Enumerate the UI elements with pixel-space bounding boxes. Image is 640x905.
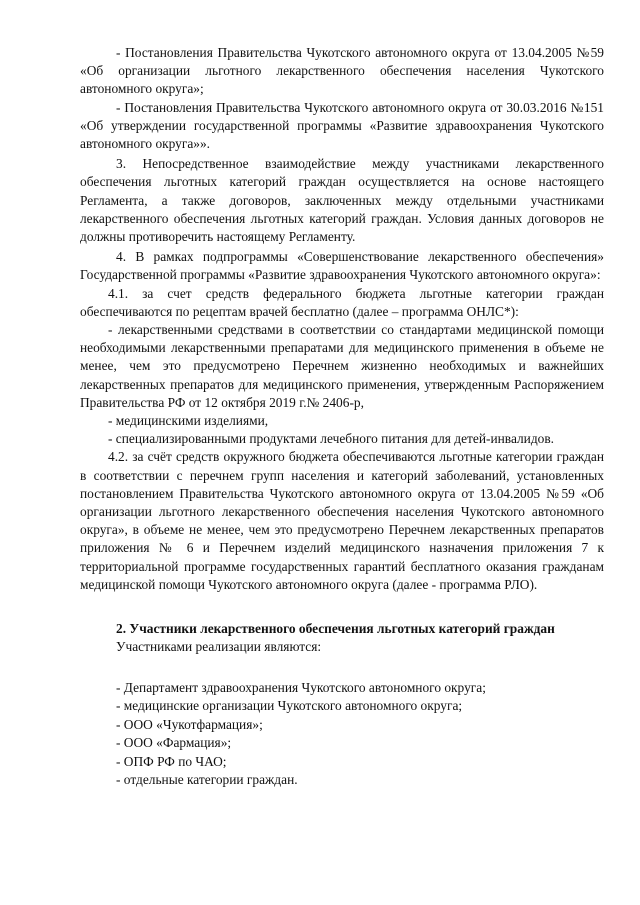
list-item: - Департамент здравоохранения Чукотского автономного округа; (116, 679, 486, 695)
paragraph-clause-4-2: 4.2. за счёт средств окружного бюджета обеспечиваются льготные категории граждан в соответствии с перечнем групп населения и категорий заболеваний, установленных постановлением Правительства Чукотского автономного округа от 13.04.2005 №59 «Об организации льготного лекарственного обеспечения населения Чукотского автономного округа», в объеме не менее, чем это предусмотрено Перечнем лекарственных препаратов приложения № 6 и Перечнем изделий медицинского назначения приложения 7 к территориальной программе государственных гарантий бесплатного оказания гражданам медицинской помощи Чукотского автономного округа (далее - программа РЛО). (80, 449, 604, 592)
paragraph-clause-4: 4. В рамках подпрограммы «Совершенствование лекарственного обеспечения» Государственной программы «Развитие здравоохранения Чукотского автономного округа»: (80, 249, 604, 283)
participants-list (116, 679, 604, 791)
paragraph-clause-3: 3. Непосредственное взаимодействие между участниками лекарственного обеспечения льготных категорий граждан осуществляется на основе настоящего Регламента, а также договоров, заключенных между отдельными участниками лекарственного обеспечения льготных категорий граждан. Условия данных договоров не должны противоречить настоящему Регламенту. (80, 156, 604, 245)
list-item: - отдельные категории граждан. (116, 772, 298, 788)
section-2-heading: 2. Участники лекарственного обеспечения льготных категорий граждан (116, 621, 555, 637)
paragraph-medical-devices: - медицинскими изделиями, (108, 413, 269, 429)
list-item: - ООО «Чукотфармация»; (116, 716, 263, 732)
list-item: - медицинские организации Чукотского автономного округа; (116, 698, 463, 714)
paragraph-special-nutrition: - специализированными продуктами лечебного питания для детей-инвалидов. (108, 431, 555, 447)
list-item: - ОПФ РФ по ЧАО; (116, 753, 227, 769)
list-item: - ООО «Фармация»; (116, 735, 232, 751)
paragraph-decree-59: - Постановления Правительства Чукотского автономного округа от 13.04.2005 №59 «Об организации льготного лекарственного обеспечения населения Чукотского автономного округа»; (80, 45, 604, 97)
paragraph-clause-4-1: 4.1. за счет средств федерального бюджета льготные категории граждан обеспечиваются по рецептам врачей бесплатно (далее – программа ОНЛС*): (80, 285, 604, 319)
section-2-intro: Участниками реализации являются: (116, 639, 322, 655)
paragraph-decree-151: - Постановления Правительства Чукотского автономного округа от 30.03.2016 №151 «Об утверждении государственной программы «Развитие здравоохранения Чукотского автономного округа»». (80, 99, 604, 152)
paragraph-medicines: - лекарственными средствами в соответствии со стандартами медицинской помощи необходимыми лекарственными препаратами для медицинского применения в объеме не менее, чем это предусмотрено Перечнем жизненно необходимых и важнейших лекарственных препаратов для медицинского применения, утвержденным Распоряжением Правительства РФ от 12 октября 2019 г.№ 2406-р, (80, 322, 604, 410)
